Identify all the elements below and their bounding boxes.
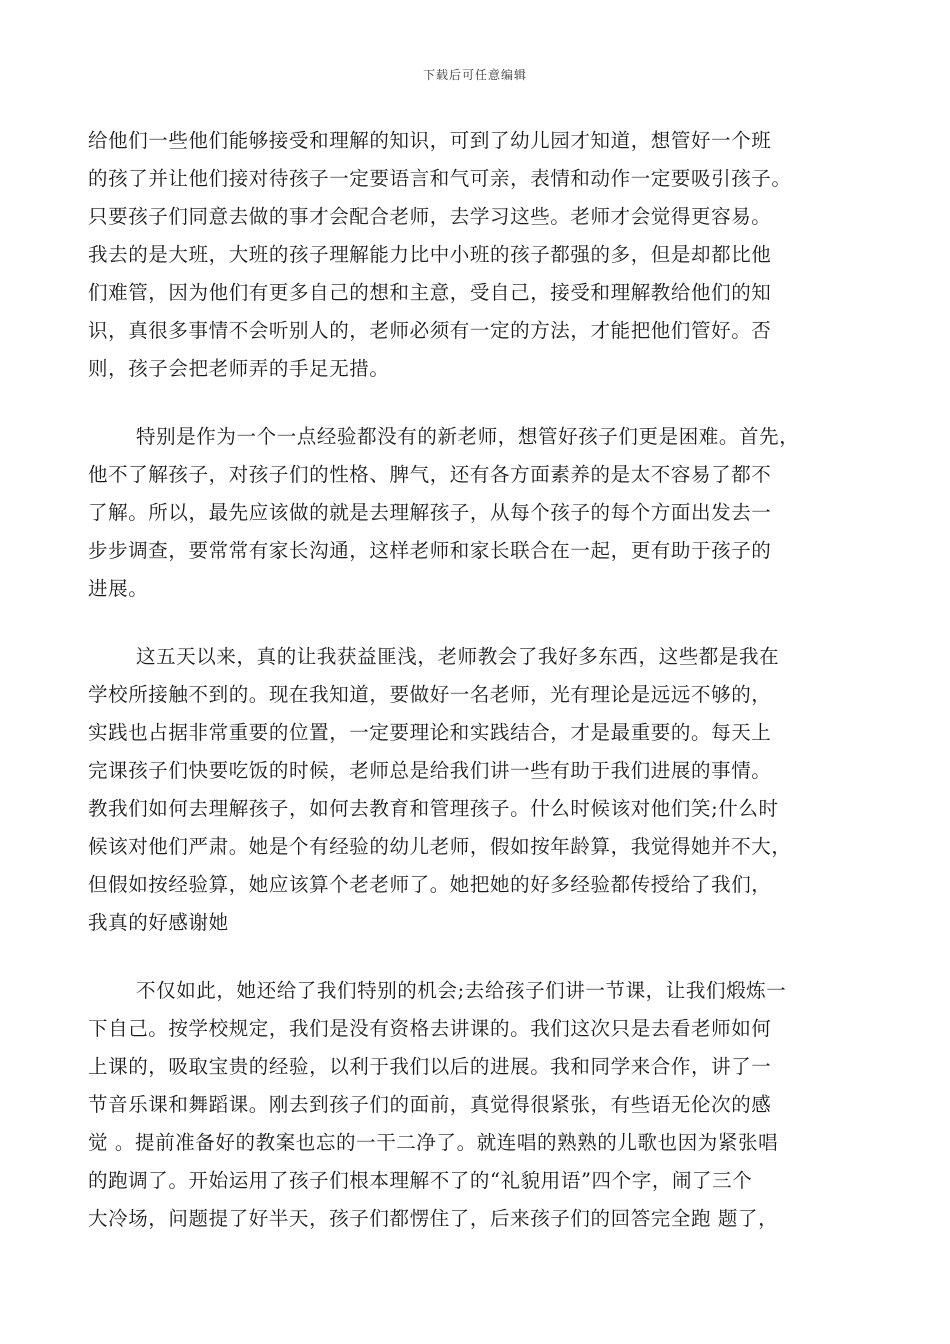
text-line: 进展。 <box>88 577 149 600</box>
paragraph-3 <box>88 638 864 942</box>
document-body <box>88 122 864 1238</box>
text-line: 这五天以来，真的让我获益匪浅，老师教会了我好多东西，这些都是我在 <box>136 645 780 668</box>
text-line: 则，孩子会把老师弄的手足无措。 <box>88 357 390 380</box>
text-line: 觉 。提前准备好的教案也忘的一干二净了。就连唱的熟熟的儿歌也因为紧张唱 <box>88 1131 779 1154</box>
page-header: 下载后可任意编辑 <box>422 68 527 82</box>
text-line: 实践也占据非常重要的位置，一定要理论和实践结合，才是最重要的。每天上 <box>88 721 772 744</box>
text-line: 上课的，吸取宝贵的经验，以利于我们以后的进展。我和同学来合作，讲了一 <box>88 1055 772 1078</box>
paragraph-spacer <box>88 942 864 972</box>
text-line: 步步调查，要常常有家长沟通，这样老师和家长联合在一起，更有助于孩子的 <box>88 539 772 562</box>
text-line: 他不了解孩子，对孩子们的性格、脾气，还有各方面素养的是太不容易了都不 <box>88 463 772 486</box>
text-line: 候该对他们严肃。她是个有经验的幼儿老师，假如按年龄算，我觉得她并不大， <box>88 835 792 858</box>
text-line: 完课孩子们快要吃饭的时候，老师总是给我们讲一些有助于我们进展的事情。 <box>88 759 772 782</box>
text-line: 学校所接触不到的。现在我知道，要做好一名老师，光有理论是远远不够的， <box>88 683 772 706</box>
text-line: 给他们一些他们能够接受和理解的知识，可到了幼儿园才知道，想管好一个班 <box>88 129 772 152</box>
text-line: 我真的好感谢她 <box>88 911 229 934</box>
text-line: 特别是作为一个一点经验都没有的新老师，想管好孩子们更是困难。首先， <box>136 425 800 448</box>
paragraph-spacer <box>88 388 864 418</box>
paragraph-2 <box>88 418 864 608</box>
paragraph-1 <box>88 122 864 388</box>
text-line: 们难管，因为他们有更多自己的想和主意，受自己，接受和理解教给他们的知 <box>88 281 772 304</box>
text-line: 的孩了并让他们接对待孩子一定要语言和气可亲，表情和动作一定要吸引孩子。 <box>88 167 792 190</box>
text-line: 的跑调了。开始运用了孩子们根本理解不了的“礼貌用语”四个字，闹了三个 <box>88 1169 753 1192</box>
text-line: 但假如按经验算，她应该算个老老师了。她把她的好多经验都传授给了我们， <box>88 873 772 896</box>
text-line: 识，真很多事情不会听别人的，老师必须有一定的方法，才能把他们管好。否 <box>88 319 772 342</box>
text-line: 只要孩子们同意去做的事才会配合老师，去学习这些。老师才会觉得更容易。 <box>88 205 772 228</box>
paragraph-4 <box>88 972 864 1238</box>
text-line: 节音乐课和舞蹈课。刚去到孩子们的面前，真觉得很紧张，有些语无伦次的感 <box>88 1093 772 1116</box>
text-line: 了解。所以，最先应该做的就是去理解孩子，从每个孩子的每个方面出发去一 <box>88 501 772 524</box>
text-line: 下自己。按学校规定，我们是没有资格去讲课的。我们这次只是去看老师如何 <box>88 1017 772 1040</box>
text-line: 我去的是大班，大班的孩子理解能力比中小班的孩子都强的多，但是却都比他 <box>88 243 772 266</box>
text-line: 不仅如此，她还给了我们特别的机会;去给孩子们讲一节课，让我们煅炼一 <box>136 979 787 1002</box>
text-line: 教我们如何去理解孩子，如何去教育和管理孩子。什么时候该对他们笑;什么时 <box>88 797 779 820</box>
text-line: 大冷场，问题提了好半天，孩子们都愣住了，后来孩子们的回答完全跑 题了， <box>88 1207 779 1230</box>
paragraph-spacer <box>88 608 864 638</box>
